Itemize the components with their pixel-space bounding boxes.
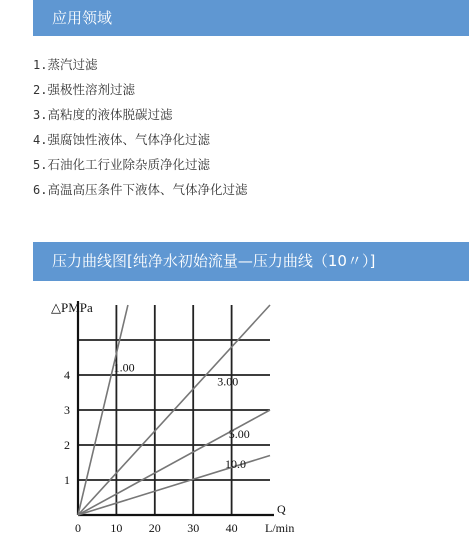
applications-title: 应用领域 xyxy=(52,9,113,27)
pressure-flow-chart xyxy=(0,290,330,551)
list-item-number: 4. xyxy=(33,133,48,147)
x-tick-label: 20 xyxy=(148,521,161,535)
list-item-text: 高粘度的液体脱碳过滤 xyxy=(47,107,173,122)
x-axis-label-unit: L/min xyxy=(265,521,295,535)
list-item-number: 2. xyxy=(33,83,48,97)
list-item xyxy=(33,127,247,152)
x-tick-label: 40 xyxy=(225,521,238,535)
y-tick-label: 2 xyxy=(64,438,70,452)
list-item-text: 强极性溶剂过滤 xyxy=(47,82,135,97)
pressure-flow-chart-svg xyxy=(0,290,330,551)
y-tick-label: 3 xyxy=(64,403,70,417)
applications-header xyxy=(33,0,469,36)
list-item xyxy=(33,77,247,102)
list-item xyxy=(33,102,247,127)
list-item xyxy=(33,177,247,202)
list-item xyxy=(33,152,247,177)
pressure-curve-header xyxy=(33,242,469,281)
series-label: 10.0 xyxy=(224,456,246,471)
applications-list xyxy=(33,52,247,202)
list-item-number: 5. xyxy=(33,158,48,172)
list-item-text: 蒸汽过滤 xyxy=(47,57,98,72)
list-item-text: 高温高压条件下液体、气体净化过滤 xyxy=(47,182,248,197)
list-item xyxy=(33,52,247,77)
pressure-curve-title: 压力曲线图[纯净水初始流量—压力曲线（10〃）] xyxy=(52,252,376,270)
series-label: 3.00 xyxy=(217,374,239,389)
y-axis-label: △PMPa xyxy=(51,300,93,315)
list-item-text: 石油化工行业除杂质净化过滤 xyxy=(47,157,210,172)
list-item-text: 强腐蚀性液体、气体净化过滤 xyxy=(47,132,210,147)
x-tick-label: 0 xyxy=(75,521,81,535)
y-tick-label: 1 xyxy=(64,473,70,487)
list-item-number: 1. xyxy=(33,58,48,72)
x-axis-label-q: Q xyxy=(277,502,286,516)
series-label: 5.00 xyxy=(228,427,250,441)
list-item-number: 6. xyxy=(33,183,48,197)
x-tick-label: 30 xyxy=(187,521,200,535)
y-tick-label: 4 xyxy=(64,368,70,382)
series-label: 1.00 xyxy=(113,360,135,375)
list-item-number: 3. xyxy=(33,108,48,122)
x-tick-label: 10 xyxy=(110,521,123,535)
